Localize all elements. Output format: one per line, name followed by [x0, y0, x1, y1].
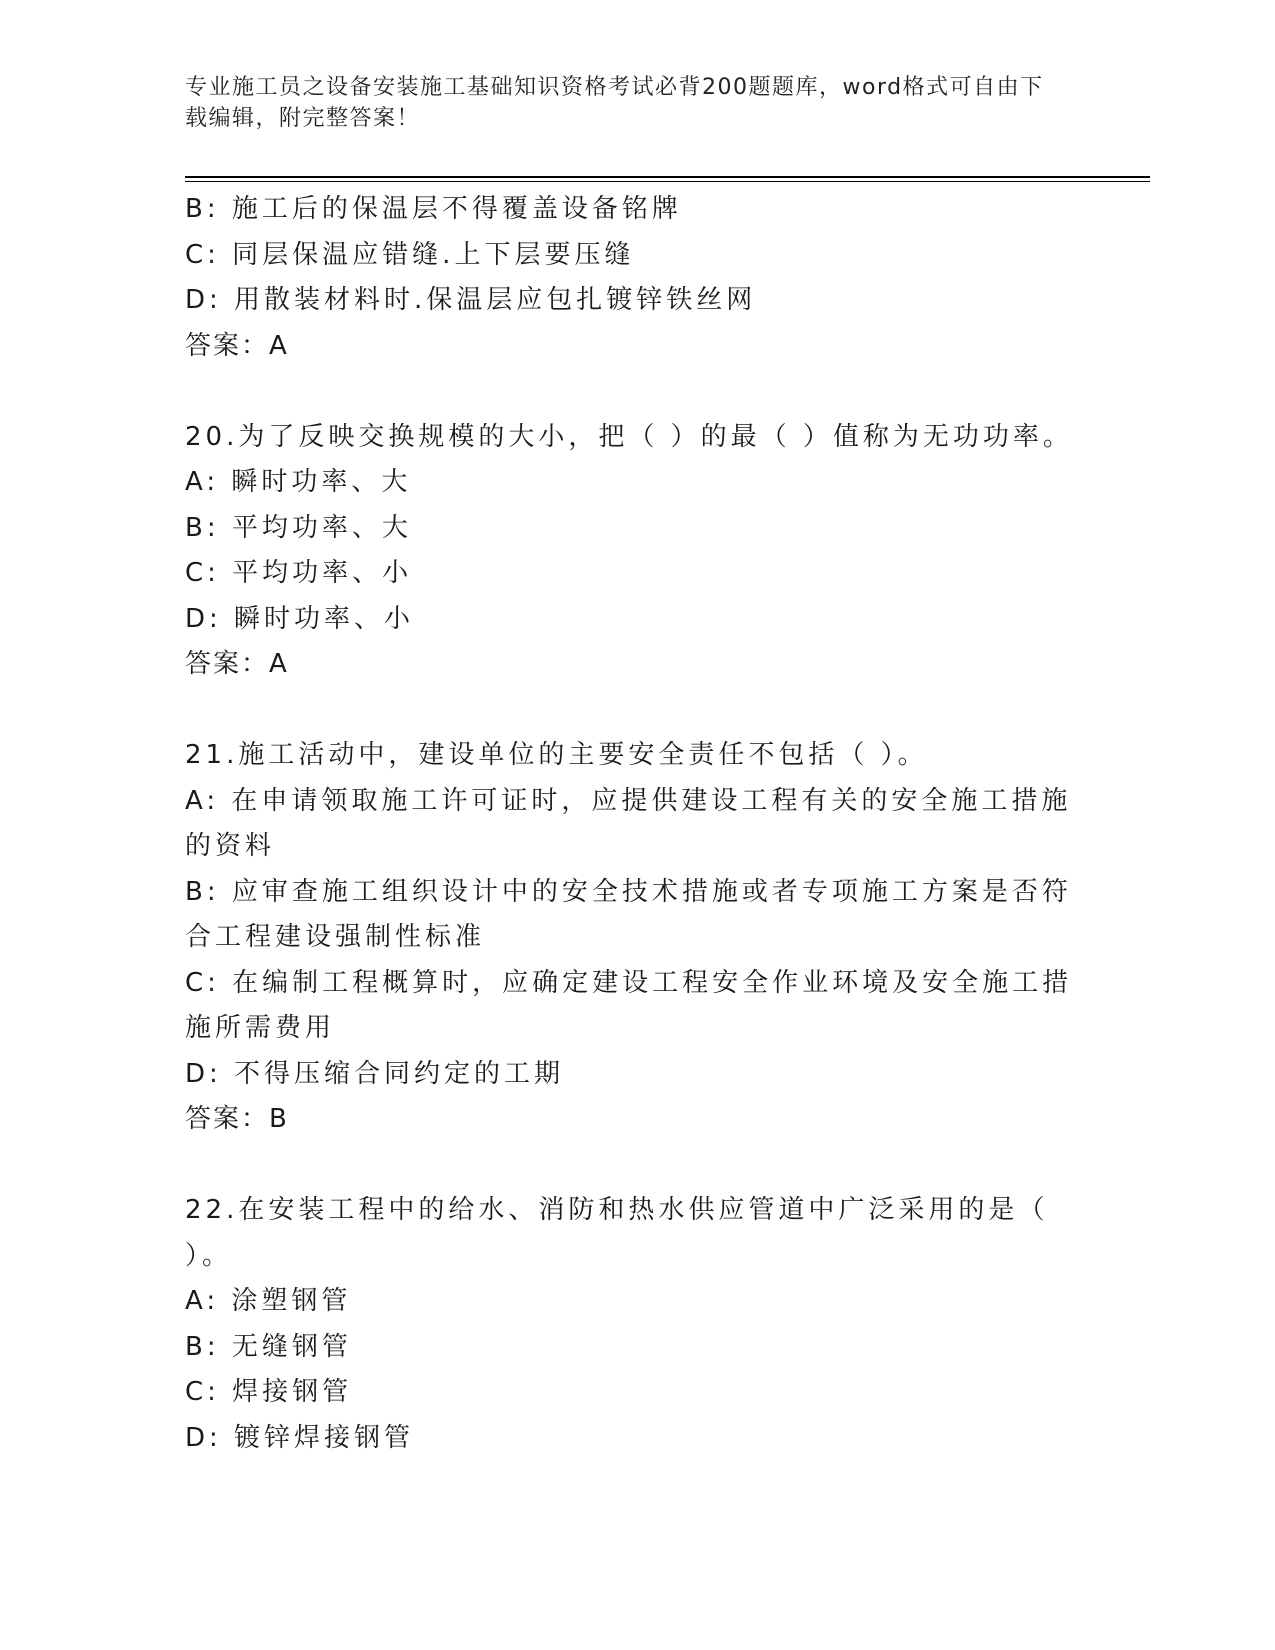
- option-a: A: 瞬时功率、大: [185, 467, 412, 497]
- answer-label: 答案：: [185, 649, 270, 679]
- answer-value: A: [269, 330, 289, 361]
- option-c: C: 同层保温应错缝.上下层要压缝: [185, 239, 635, 270]
- option-d: D: 不得压缩合同约定的工期: [185, 1058, 565, 1089]
- question-stem: 20.为了反映交换规模的大小，把（ ）的最（ ）值称为无功功率。: [185, 421, 1073, 452]
- option-b: B: 平均功率、大: [185, 512, 412, 543]
- header-rule-thick: [185, 176, 1150, 178]
- option-a: A: 涂塑钢管: [185, 1286, 352, 1316]
- option-d: D: 瞬时功率、小: [185, 603, 415, 634]
- question-gap: [185, 688, 1075, 734]
- option-b: B: 施工后的保温层不得覆盖设备铭牌: [185, 194, 682, 224]
- question-content: [185, 187, 1075, 1461]
- answer-value: B: [269, 1104, 289, 1134]
- option-c: C: 焊接钢管: [185, 1377, 353, 1407]
- option-c: C: 在编制工程概算时，应确定建设工程安全作业环境及安全施工措施所需费用: [185, 967, 1073, 1043]
- option-c: C: 平均功率、小: [185, 558, 413, 588]
- option-a: A: 在申请领取施工许可证时，应提供建设工程有关的安全施工措施的资料: [185, 785, 1072, 861]
- answer-label: 答案：: [185, 1104, 270, 1134]
- answer-line: [185, 324, 1075, 370]
- option-b: B: 无缝钢管: [185, 1331, 352, 1362]
- option-b: B: 应审查施工组织设计中的安全技术措施或者专项施工方案是否符合工程建设强制性标准: [185, 876, 1072, 952]
- answer-line: [185, 642, 1075, 688]
- option-d: D: 镀锌焊接钢管: [185, 1422, 415, 1453]
- answer-label: 答案：: [185, 330, 270, 361]
- answer-value: A: [269, 649, 289, 679]
- question-gap: [185, 369, 1075, 415]
- question-stem: 22.在安装工程中的给水、消防和热水供应管道中广泛采用的是（ ）。: [185, 1195, 1049, 1271]
- question-stem: 21.施工活动中，建设单位的主要安全责任不包括（ ）。: [185, 740, 928, 770]
- header-rule-thin: [185, 181, 1150, 182]
- answer-line: [185, 1097, 1075, 1143]
- question-gap: [185, 1143, 1075, 1189]
- option-d: D: 用散装材料时.保温层应包扎镀锌铁丝网: [185, 285, 757, 315]
- page-header: 专业施工员之设备安装施工基础知识资格考试必背200题题库，word格式可自由下载编辑，附完整答案！: [185, 75, 1044, 131]
